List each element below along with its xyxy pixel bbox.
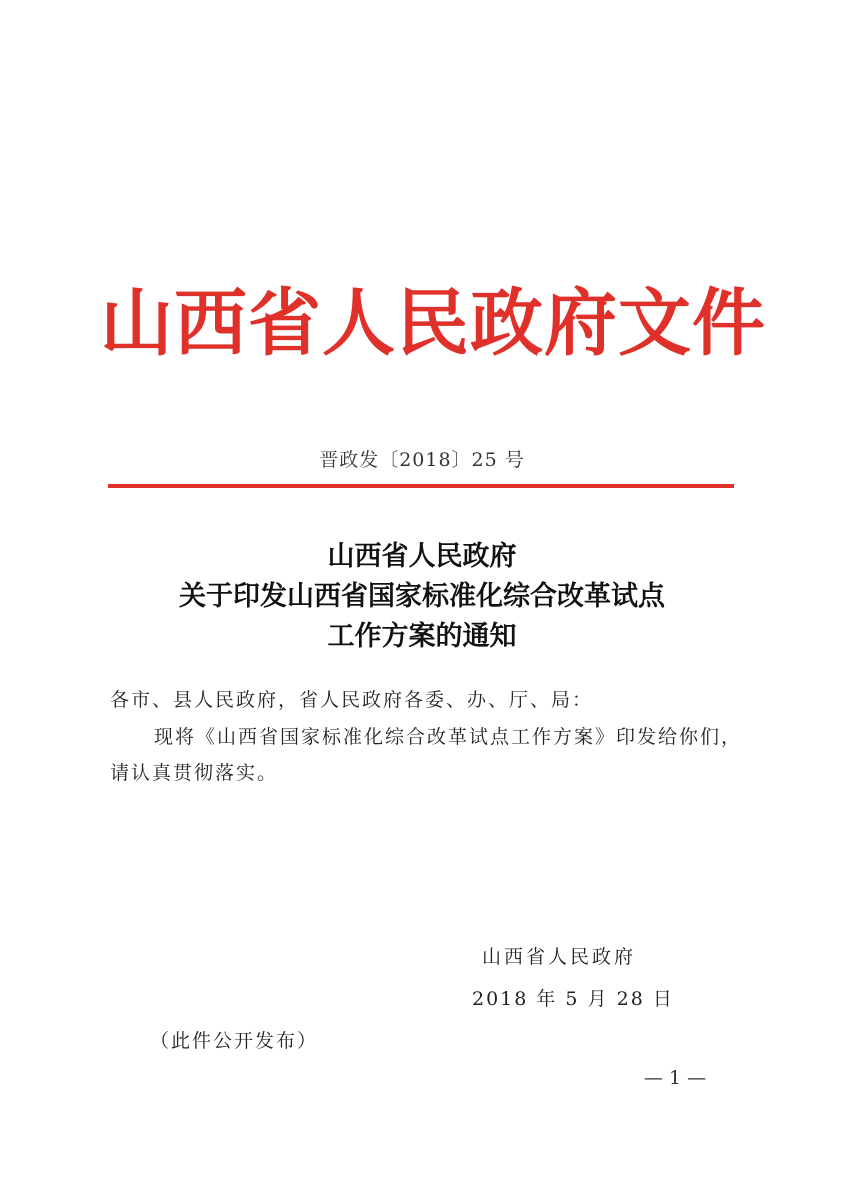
salutation: 各市、县人民政府，省人民政府各委、办、厅、局： — [110, 689, 594, 711]
issue-date: 2018 年 5 月 28 日 — [472, 988, 674, 1010]
notice-title — [100, 537, 744, 657]
page-number: — 1 — — [643, 1067, 707, 1089]
issuer-signature: 山西省人民政府 — [482, 946, 637, 968]
publication-note: （此件公开发布） — [150, 1030, 319, 1052]
masthead-title: 山西省人民政府文件 — [100, 280, 766, 366]
document-number: 晋政发〔2018〕25 号 — [319, 449, 525, 471]
notice-title-line-3: 工作方案的通知 — [327, 621, 517, 652]
red-divider-line — [108, 484, 734, 488]
notice-title-line-2: 关于印发山西省国家标准化综合改革试点 — [179, 581, 665, 612]
notice-title-line-1: 山西省人民政府 — [327, 541, 517, 572]
body-paragraph: 现将《山西省国家标准化综合改革试点工作方案》印发给你们，请认真贯彻落实。 — [110, 726, 743, 784]
